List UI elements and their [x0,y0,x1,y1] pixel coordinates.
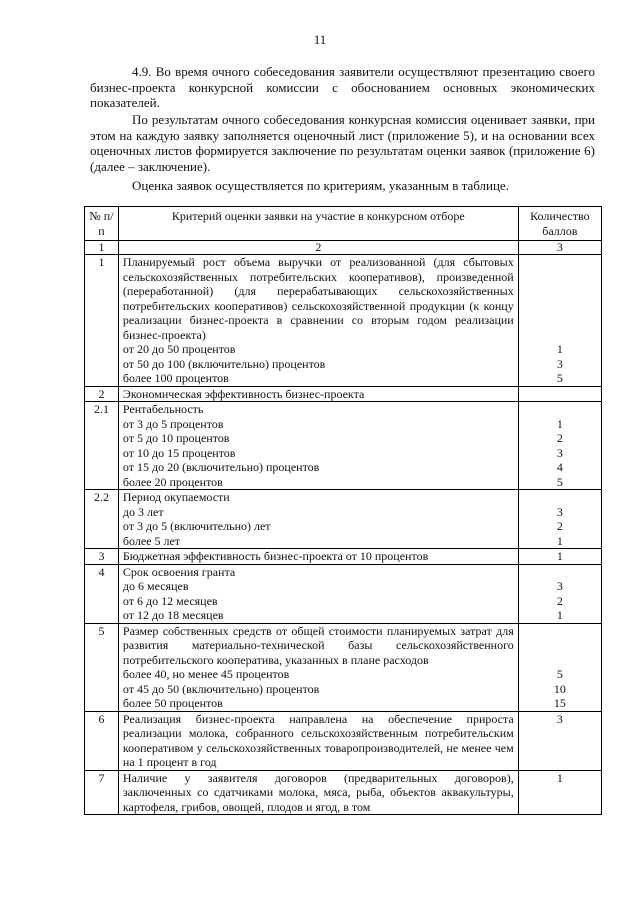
row-number: 3 [85,549,119,565]
criterion-title: Размер собственных средств от общей стоимости планируемых затрат для развития материально-технической базы сельскохозяйственного потребительского кооператива, указанных в плане расходов [122,623,514,667]
row-number: 4 [85,564,119,623]
points-spacer [523,565,597,580]
points-value: 1 [556,416,563,431]
row-criterion [118,255,518,387]
table-row [85,564,602,623]
criterion-title: Срок освоения гранта [122,564,236,579]
table-row [85,402,602,490]
criterion-title: Экономическая эффективность бизнес-проекта [122,386,365,401]
points-value: 5 [556,667,563,681]
points-spacer [523,402,597,417]
criterion-title: Наличие у заявителя договоров (предварительных договоров), заключенных со сдатчиками молока, мяса, рыба, объектов аквакультуры, картофеля, грибов, овощей, плодов и ягод, в том [122,770,514,814]
table-row [85,490,602,549]
table-header-row [85,207,602,241]
table-row [85,386,602,402]
criterion-option: от 6 до 12 месяцев [122,593,218,608]
points-spacer [523,255,597,342]
table-row [85,549,602,565]
criterion-option: от 15 до 20 (включительно) процентов [122,460,320,474]
points-value: 1 [556,533,563,548]
criterion-option: более 5 лет [122,533,181,548]
table-row [85,770,602,815]
criterion-option: до 3 лет [122,504,164,519]
row-number: 7 [85,770,119,815]
row-number: 2.1 [85,402,119,490]
index-cell-3: 3 [518,241,601,255]
row-number: 2 [85,386,119,402]
criterion-option: от 12 до 18 месяцев [122,608,224,622]
criteria-body [85,255,602,815]
criterion-title: Бюджетная эффективность бизнес-проекта от 10 процентов [122,549,429,563]
row-criterion [118,711,518,770]
row-points [518,549,601,565]
criterion-option: от 45 до 50 (включительно) процентов [122,681,320,696]
table-row [85,623,602,711]
paragraph-criteria-intro: Оценка заявок осуществляется по критериям, указанным в таблице. [132,178,509,193]
criteria-table [84,206,602,815]
points-value: 5 [556,474,563,489]
criterion-option: от 20 до 50 процентов [122,342,236,356]
points-spacer [523,490,597,505]
paragraph-evaluation: По результатам очного собеседования конкурсная комиссия оценивает заявки, при этом на каждую заявку заполняется оценочный лист (приложение 5), и на основании всех оценочных листов формируется заключение по результатам оценки заявок (приложение 6) (далее – заключение). [90,112,595,174]
table-row [85,711,602,770]
row-points [518,770,601,815]
points-value: 3 [556,711,563,726]
criterion-option: от 5 до 10 процентов [122,431,230,445]
points-value: 3 [556,445,563,460]
row-criterion [118,564,518,623]
points-value: 2 [556,593,563,608]
points-value: 10 [553,681,566,696]
header-points: Количество баллов [518,207,601,241]
row-criterion [118,386,518,402]
row-number: 1 [85,255,119,387]
criterion-option: от 3 до 5 (включительно) лет [122,519,271,533]
points-value: 3 [556,579,563,593]
criterion-option: более 40, но менее 45 процентов [122,667,290,681]
row-criterion [118,623,518,711]
table-index-row [85,241,602,255]
criterion-title: Планируемый рост объема выручки от реализованной (для сбытовых сельскохозяйственных потребительских кооперативов), произведенной (переработанной) (для перерабатывающих сельскохозяйственных потребительских кооперативов) сельскохозяйственной продукции (к концу реализации бизнес-проекта в сравнении со вторым годом реализации бизнес-проекта) [122,255,514,342]
row-points [518,490,601,549]
row-criterion [118,770,518,815]
points-value: 1 [556,770,563,785]
row-points [518,564,601,623]
criterion-option: до 6 месяцев [122,579,189,593]
criterion-option: от 50 до 100 (включительно) процентов [122,356,326,371]
header-num: № п/п [85,207,119,241]
criterion-title: Реализация бизнес-проекта направлена на обеспечение прироста реализации молока, собранного сельскохозяйственным потребительским кооперативом у сельскохозяйственных товаропроизводителей, не менее чем на 1 процент в год [122,711,514,769]
row-criterion [118,549,518,565]
paragraph-presentation: 4.9. Во время очного собеседования заявители осуществляют презентацию своего бизнес-проекта конкурсной комиссии с обоснованием основных экономических показателей. [90,64,595,110]
points-value: 15 [553,696,566,710]
row-points [518,623,601,711]
criterion-option: от 3 до 5 процентов [122,416,224,431]
row-number: 5 [85,623,119,711]
criterion-title: Период окупаемости [122,490,230,504]
criterion-option: более 50 процентов [122,696,223,710]
row-points [518,255,601,387]
page-number: 11 [313,32,327,47]
row-points [518,711,601,770]
header-criterion: Критерий оценки заявки на участие в конкурсном отборе [118,207,518,241]
points-value: 1 [556,549,563,563]
points-value: 1 [556,342,563,356]
row-points [518,402,601,490]
points-value: 2 [556,431,563,445]
points-value: 2 [556,519,563,533]
row-criterion [118,402,518,490]
row-criterion [118,490,518,549]
points-value: 4 [556,460,563,474]
points-spacer [523,624,597,668]
points-value: 1 [556,608,563,622]
index-cell-1: 1 [85,241,119,255]
index-cell-2: 2 [118,241,518,255]
row-number: 6 [85,711,119,770]
points-value: 5 [556,371,563,385]
criterion-option: более 100 процентов [122,371,229,385]
row-number: 2.2 [85,490,119,549]
points-value: 3 [556,504,563,519]
row-points [518,386,601,402]
points-value: 3 [556,356,563,371]
criterion-title: Рентабельность [122,402,204,416]
criterion-option: более 20 процентов [122,474,223,489]
criterion-option: от 10 до 15 процентов [122,445,236,460]
table-row [85,255,602,387]
